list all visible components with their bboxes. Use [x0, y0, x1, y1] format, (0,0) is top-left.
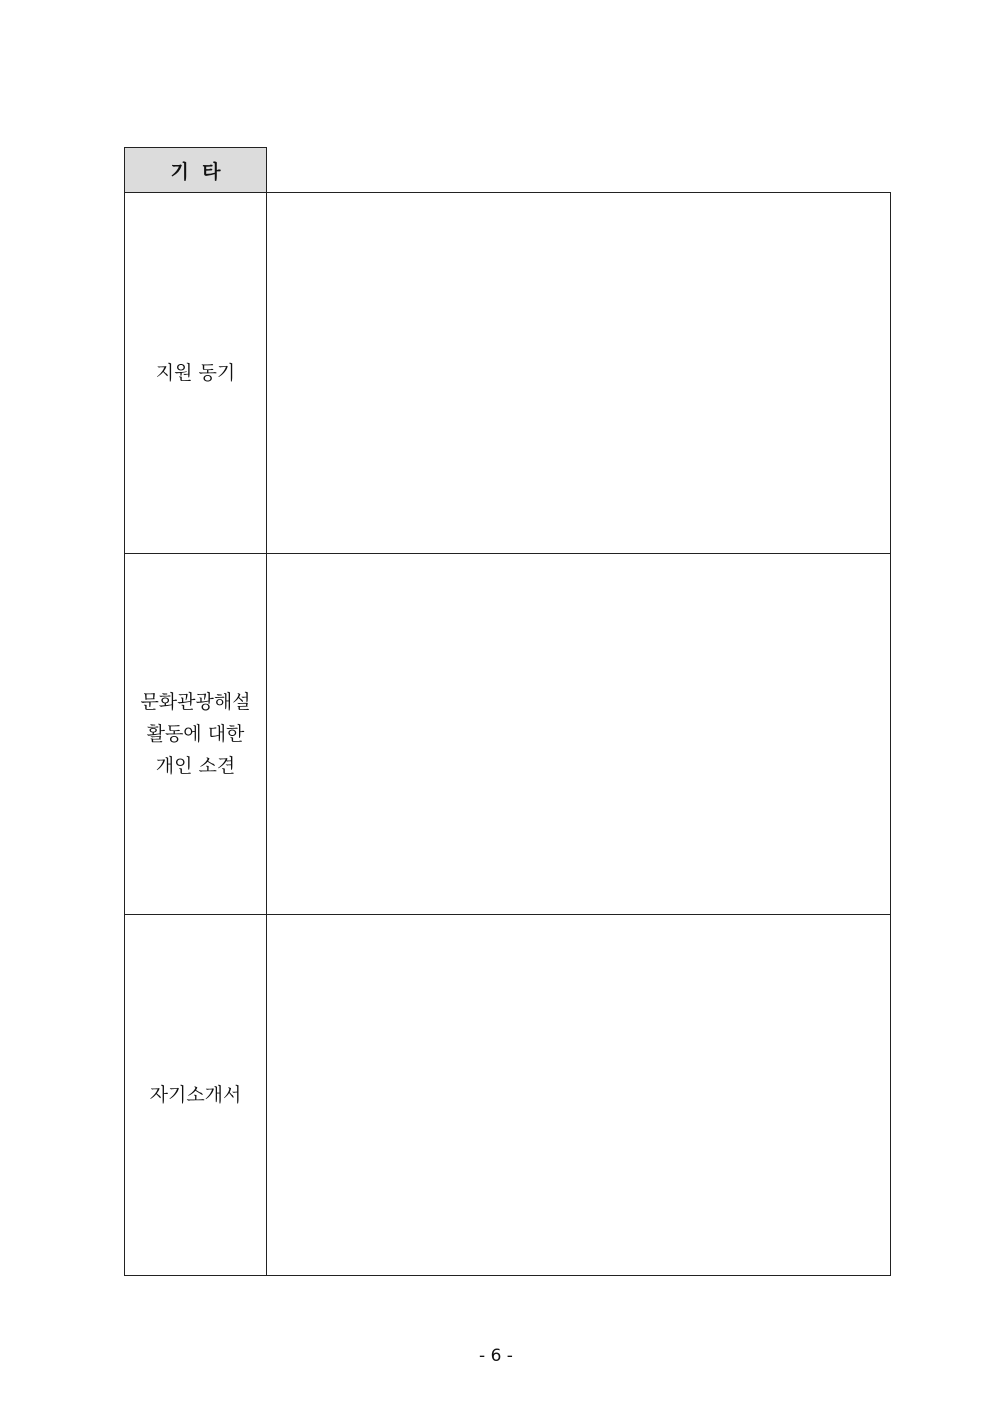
label-line: 지원 동기 — [155, 362, 236, 384]
table-row-motivation — [125, 193, 891, 554]
page-number: - 6 - — [479, 1346, 513, 1366]
section-title: 기 타 — [124, 147, 267, 192]
answer-field-self-intro[interactable] — [267, 915, 891, 1276]
label-line: 자기소개서 — [149, 1084, 242, 1106]
label-motivation — [125, 193, 267, 554]
answer-field-opinion[interactable] — [267, 554, 891, 915]
table-row-self-intro — [125, 915, 891, 1276]
label-line: 개인 소견 — [155, 755, 236, 777]
application-form-table — [124, 192, 891, 1276]
label-line: 문화관광해설 — [140, 691, 251, 713]
answer-field-motivation[interactable] — [267, 193, 891, 554]
table-row-opinion — [125, 554, 891, 915]
label-line: 활동에 대한 — [146, 723, 245, 745]
label-self-intro — [125, 915, 267, 1276]
label-opinion — [125, 554, 267, 915]
